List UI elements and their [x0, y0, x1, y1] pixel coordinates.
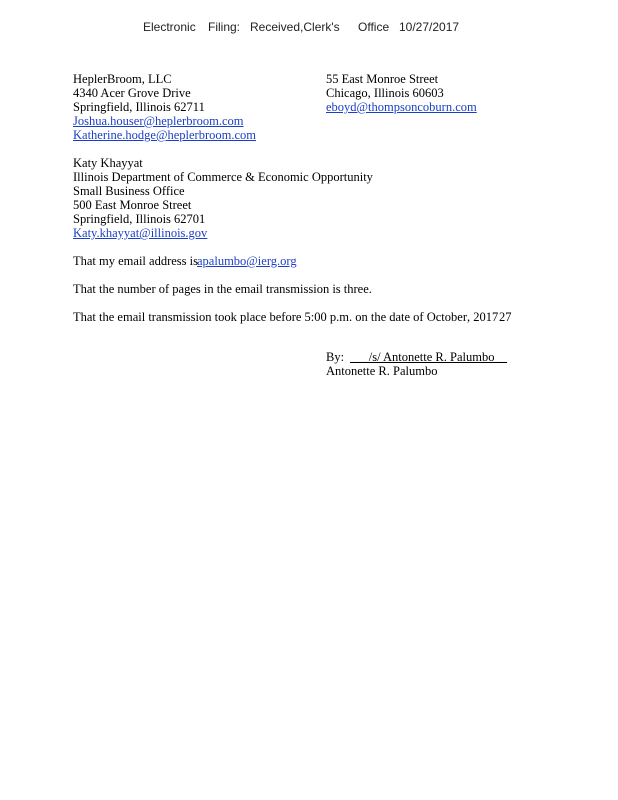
firm-name: HeplerBroom, LLC — [73, 72, 172, 86]
right-city: Chicago, Illinois 60603 — [326, 86, 444, 100]
time-day: 27 — [499, 310, 512, 324]
firm-city: Springfield, Illinois 62711 — [73, 100, 205, 114]
email-link-houser[interactable]: Joshua.houser@heplerbroom.com — [73, 114, 244, 128]
recipient-street: 500 East Monroe Street — [73, 198, 192, 212]
header-filing: Filing: — [208, 20, 241, 34]
header-received: Received,Clerk's — [250, 20, 340, 34]
time-statement: That the email transmission took place before 5:00 p.m. on the date of October — [73, 310, 467, 324]
pages-statement: That the number of pages in the email transmission is three. — [73, 282, 372, 296]
email-statement: That my email address is — [73, 254, 198, 268]
email-link-hodge[interactable]: Katherine.hodge@heplerbroom.com — [73, 128, 256, 142]
recipient-city: Springfield, Illinois 62701 — [73, 212, 206, 226]
email-link-boyd[interactable]: eboyd@thompsoncoburn.com — [326, 100, 477, 114]
header-office: Office — [358, 20, 390, 34]
email-link-khayyat[interactable]: Katy.khayyat@illinois.gov — [73, 226, 208, 240]
header-electronic: Electronic — [143, 20, 196, 34]
time-year: , 2017 — [467, 310, 499, 324]
header-date: 10/27/2017 — [399, 20, 460, 34]
recipient-dept: Illinois Department of Commerce & Economic Opportunity — [73, 170, 373, 184]
email-link-palumbo[interactable]: apalumbo@ierg.org — [197, 254, 297, 268]
signer-name: Antonette R. Palumbo — [326, 364, 438, 378]
recipient-name: Katy Khayyat — [73, 156, 143, 170]
firm-street: 4340 Acer Grove Drive — [73, 86, 191, 100]
signature-line: ___/s/ Antonette R. Palumbo__ — [350, 350, 507, 364]
by-label: By: — [326, 350, 345, 364]
right-street: 55 East Monroe Street — [326, 72, 439, 86]
recipient-office: Small Business Office — [73, 184, 185, 198]
